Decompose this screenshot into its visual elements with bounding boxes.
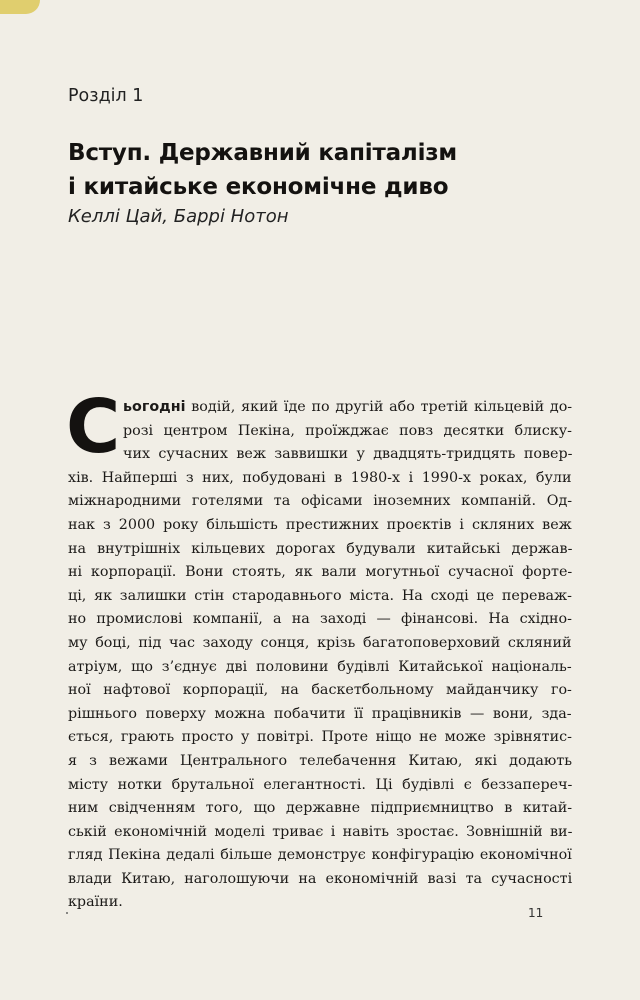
page-dot: [66, 912, 68, 914]
paragraph-line: країни.: [68, 894, 123, 911]
paragraph-line: атріум, що з’єднує дві половини будівлі Китайської національ-: [68, 658, 572, 675]
paragraph-line: рішнього поверху можна побачити її працівників — вони, зда-: [68, 705, 572, 722]
paragraph-lead-word: ьогодні: [123, 399, 186, 415]
paragraph-line: но промислові компанії, а на заході — фінансові. На східно-: [68, 611, 572, 628]
paragraph-line: міжнародними готелями та офісами іноземних компаній. Од-: [68, 493, 573, 510]
paragraph-line: нак з 2000 року більшість престижних проєктів і скляних веж: [68, 516, 572, 533]
paragraph-line-text: водій, який їде по другій або третій кільцевій до-: [185, 399, 573, 415]
section-label: Розділ 1: [68, 86, 144, 106]
chapter-title-line: і китайське економічне диво: [68, 174, 449, 200]
paragraph-line: хів. Найперші з них, побудовані в 1980-х і 1990-х роках, були: [68, 469, 572, 486]
chapter-title-line: Вступ. Державний капіталізм: [68, 140, 458, 166]
paragraph-line: гляд Пекіна дедалі більше демонструє конфігурацію економічної: [68, 847, 572, 864]
paragraph-line: [68, 396, 572, 420]
page-number: 11: [528, 906, 544, 920]
body-paragraph: [68, 396, 572, 915]
paragraph-line: ним свідченням того, що державне підприємництво в китай-: [68, 800, 573, 817]
chapter-authors: Келлі Цай, Баррі Нотон: [68, 206, 289, 227]
paragraph-line: на внутрішніх кільцевих дорогах будували китайські держав-: [68, 540, 573, 557]
paragraph-line: розі центром Пекіна, проїжджає повз десятки блиску-: [123, 422, 572, 439]
paragraph-line: влади Китаю, наголошуючи на економічній вазі та сучасності: [68, 870, 573, 887]
corner-mark: [0, 0, 40, 14]
paragraph-line: му боці, під час заходу сонця, крізь багатоповерховий скляний: [68, 634, 572, 651]
chapter-title: [68, 136, 608, 204]
paragraph-line: місту нотки брутальної елегантності. Ці будівлі є беззапереч-: [68, 776, 573, 793]
paragraph-line: ні корпорації. Вони стоять, як вали могутньої сучасної форте-: [68, 564, 573, 581]
paragraph-line: ці, як залишки стін стародавнього міста. На сході це переваж-: [68, 587, 573, 604]
paragraph-line: ській економічній моделі триває і навіть зростає. Зовнішній ви-: [68, 823, 573, 840]
paragraph-line: я з вежами Центрального телебачення Китаю, які додають: [68, 752, 573, 769]
paragraph-line: ється, грають просто у повітрі. Проте ніщо не може зрівнятис-: [68, 729, 572, 746]
paragraph-line: чих сучасних веж заввишки у двадцять-тридцять повер-: [123, 446, 573, 463]
paragraph-line: ної нафтової корпорації, на баскетбольному майданчику го-: [68, 682, 572, 699]
drop-cap: С: [66, 384, 121, 470]
